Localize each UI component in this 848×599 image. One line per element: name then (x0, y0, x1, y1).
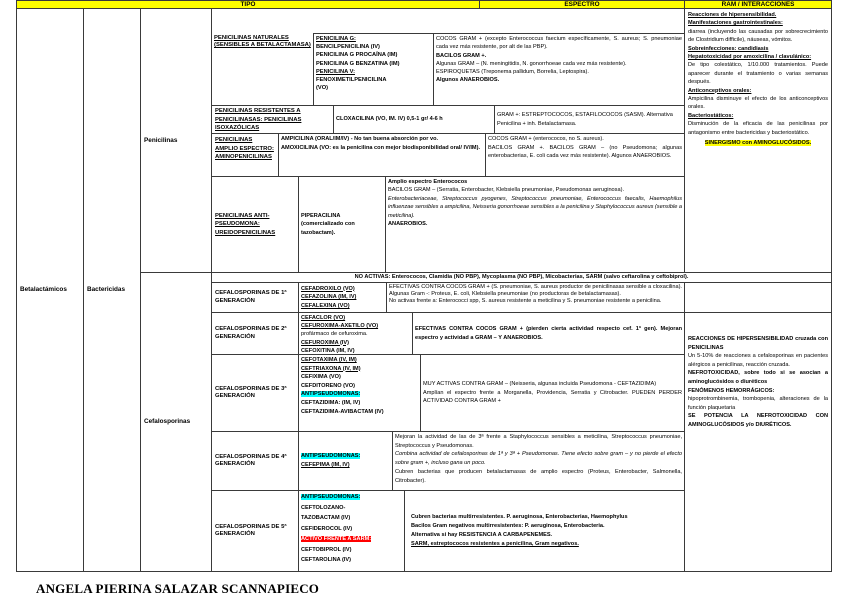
antipseudomonas-gen3-wrap (301, 390, 418, 399)
spec-nat-bacilos: BACILOS GRAM +. (436, 52, 487, 59)
cef-gen1-drug-list (301, 285, 356, 311)
pen-resistentes-spectrum (494, 105, 685, 134)
sarm-tag-wrap (301, 534, 402, 545)
cef-gen2-group (211, 312, 299, 355)
cef-gen5-spectrum (404, 490, 685, 572)
cef-gen2-drugs (298, 312, 413, 355)
drug-cloxacilina: CLOXACILINA (VO, IM. IV) 0,5-1 gr/ 4-6 h (336, 116, 443, 122)
drug-cefadroxilo: CEFADROXILO (VO) (301, 285, 355, 292)
antipseudomonas-gen5-wrap (301, 492, 402, 503)
ram-cef-hiper-title: REACCIONES DE HIPERSENSIBILIDAD cruzada con PENICILINAS (688, 336, 828, 351)
drug-cefuroxima: CEFUROXIMA (IV) (301, 339, 349, 346)
spec-amplio-cocos: COCOS GRAM + (enterococos, no S. aureus). (488, 136, 604, 142)
antipseudomonas-gen5-tag: ANTIPSEUDOMONAS: (301, 494, 361, 500)
cefalosporinas-label: Cefalosporinas (144, 418, 191, 426)
cef-gen4-group (211, 431, 299, 491)
drug-penicilina-v-route: (VO) (316, 85, 329, 92)
drug-cefalexina: CEFALEXINA (VO) (301, 302, 350, 309)
ram-cef-hiper-text: Un 5-10% de reacciones a cefalosporinas en pacientes alérgicos a penicilinas, reacción cruzada. (688, 353, 828, 368)
drug-ceftazidima: CEFTAZIDIMA: (IM, IV) (301, 399, 361, 406)
drug-ceftobiprol: CEFTOBIPROL (IV) (301, 546, 352, 553)
drug-tazobactam: TAZOBACTAM (IV) (301, 515, 351, 521)
ram-sinergismo: SINERGISMO con AMINOGLUCÓSIDOS. (704, 140, 812, 147)
spec-gen1-no-activas: No activas frente a: Enterococci spp, S. aureus resistente a meticilina y S. pneumoniae resistente a penicilina. (389, 298, 662, 305)
pen-amplio-drugs (278, 133, 486, 177)
pen-resistentes-group-label: PENICILINAS RESISTENTES A PENICILINASAS: PENICILINAS ISOXAZÓLICAS (215, 108, 302, 131)
drug-fenoximetilpenicilina: FENOXIMETILPENICILINA (316, 77, 387, 84)
pen-anti-spectrum (385, 176, 685, 273)
spec-nat-anaerobios: Algunos ANAEROBIOS. (436, 77, 500, 84)
pen-anti-group (211, 176, 299, 273)
pen-naturales-spectrum (433, 33, 685, 106)
spec-anti-bacilos: BACILOS GRAM – (Serratia, Enterobacter, Klebsiella pneumoniae, Pseudomonas aeruginosa). (388, 187, 624, 194)
cef-gen2-group-label: CEFALOSPORINAS DE 2ª GENERACIÓN (215, 326, 287, 340)
drug-ceftolozano: CEFTOLOZANO- (301, 504, 346, 511)
cef-gen4-group-label: CEFALOSPORINAS DE 4ª GENERACIÓN (215, 453, 287, 467)
spec-nat-gram-neg: Algunas GRAM – (N. meningitidis, N. gonorrhoeae cada vez más resistente). (436, 60, 627, 67)
pen-resistentes-group (211, 105, 334, 134)
bactericidas-label: Bactericidas (87, 286, 126, 294)
spec-gen5-cubren: Cubren bacterias multirresistentes. P. aeruginosa, Enterobacterias, Haemophylus (411, 514, 628, 521)
drug-amoxicilina: AMOXICILINA (VO: es la penicilina con mejor biodisponibilidad oral/ IV/IM). (281, 144, 481, 151)
cef-gen1-drugs (298, 282, 387, 313)
cef-gen3-drugs (298, 354, 421, 432)
spec-gen1-efectivas: EFECTIVAS CONTRA COCOS GRAM + (S. pneumoniae, S. aureus productor de penicilinasas sensible a cloxacilina). Algunas Gram -: Proteus, E. coli, Klebsiella pneumoniae (no productoras de betalactamasas). (389, 284, 682, 298)
spec-gen5-sarm: SARM, estreptococos resistentes a penicilina, Gram negativos. (411, 540, 579, 547)
cef-gen1-group-label: CEFALOSPORINAS DE 1ª GENERACIÓN (215, 290, 287, 304)
drug-cefotaxima: CEFOTAXIMA (IV, IM) (301, 357, 357, 363)
spec-gen4-mejoran: Mejoran la actividad de las de 3ª frente a Staphylococcus sensibles a meticilina, Streptococcus pneumoniae, Streptococcus y Pseudomonas. (395, 434, 682, 449)
ram-gi-title: Manifestaciones gastrointestinales: (688, 20, 783, 27)
ram-hepato-title: Hepatotoxicidad por amoxicilina / clavulánico: (688, 54, 812, 61)
drug-cefixima: CEFIXIMA (VO) (301, 374, 341, 381)
cef-gen3-group-label: CEFALOSPORINAS DE 3ª GENERACIÓN (215, 385, 287, 399)
drug-ceftriaxona: CEFTRIAXONA (IV, IM) (301, 365, 361, 372)
betalactamicos-label: Betalactámicos (20, 286, 67, 294)
drug-ceftazidima-avibactam: CEFTAZIDIMA-AVIBACTAM (IV) (301, 408, 384, 415)
drug-cefditoreno: CEFDITORENO (VO) (301, 382, 355, 389)
spec-gen4-cubren: Cubren bacterias que producen betalactamasas de amplio espectro (Proteus, Enterobacter, Salmonella, Citrobacter). (395, 468, 682, 484)
header-espectro (479, 0, 685, 9)
drug-penicilina-g-benzatina: PENICILINA G BENZATINA (IM) (316, 60, 400, 67)
spec-gen3-amplian: Amplían el espectro frente a Morganella, Providencia, Serratia y Citrobacter. PUEDEN PERDER ACTIVIDAD CONTRA GRAM + (423, 389, 682, 405)
cef-gen1-spectrum (386, 282, 685, 313)
pen-anti-group-label: PENICILINAS ANTI-PSEUDOMONA: UREIDOPENICILINAS (215, 212, 276, 236)
pen-amplio-spectrum (485, 133, 685, 177)
ram-cef-nefro: NEFROTOXICIDAD, sobre todo si se asocian a aminoglucósidos o diuréticos (688, 370, 828, 385)
cef-gen4-spectrum (392, 431, 685, 491)
ram-gi-text: diarrea (incluyendo las causadas por sobrecrecimiento de Clostridium difficile), náuseas, vómitos. (688, 28, 828, 44)
spec-nat-espiroquetas: ESPIROQUETAS (Treponema pallidum, Borrelia, Leptospira). (436, 69, 589, 76)
cef-gen3-group (211, 354, 299, 432)
header-tipo-label: TIPO (240, 1, 256, 8)
drug-penicilina-v: PENICILINA V: (316, 68, 355, 75)
cefalosporinas-cell (140, 272, 212, 572)
cef-gen5-spectrum-text (411, 513, 628, 548)
ram-anticonceptivos-title: Anticonceptivos orales: (688, 87, 752, 94)
spec-gen5-alternativa: Alternativa si hay RESISTENCIA A CARBAPENEMES. (411, 532, 553, 538)
ram-hipersensibilidad: Reacciones de hipersensibilidad. (688, 12, 777, 18)
drug-penicilina-g: PENICILINA G: (316, 36, 356, 42)
drug-bencilpenicilina: BENCILPENICILINA (IV) (316, 44, 380, 51)
cef-gen5-group (211, 490, 299, 572)
spec-amplio-bacilos: BACILOS GRAM +. BACILOS GRAM – (no Pseudomona; algunas enterobacterias, E. coli cada vez más resistente). Algunos ANAEROBIOS. (488, 144, 682, 160)
ram-cef-spacer (684, 282, 832, 313)
antipseudomonas-gen4-tag: ANTIPSEUDOMONAS: (301, 453, 361, 460)
drug-ampicilina: AMPICILINA (ORAL/IM/IV) - No tan buena absorción por vo. (281, 136, 439, 142)
spec-resistentes: GRAM +: ESTREPTOCOCOS, ESTAFILOCOCOS (SASM). Alternativa Penicilina + inh. Betalactamasa. (497, 112, 673, 127)
ram-bacteriostaticos-text: Disminución de la eficacia de las penicilinas por antagonismo entre bactericidas y bacteriostático. (688, 121, 828, 136)
cef-gen1-group (211, 282, 299, 313)
drug-cefiderocol: CEFIDEROCOL (IV) (301, 525, 353, 532)
spec-anti-anaerobios: ANAEROBIOS. (388, 221, 428, 228)
cef-gen2-spectrum (412, 312, 685, 355)
pen-naturales-group-label: PENICILINAS NATURALES (SENSIBLES A BETALACTAMASA) (214, 35, 311, 49)
drug-cefazolina: CEFAZOLINA (IM, IV) (301, 294, 357, 301)
ram-sinergismo-wrap (688, 139, 828, 147)
cef-gen3-spectrum (420, 354, 685, 432)
penicilinas-cell (140, 8, 212, 273)
ram-penicilinas (684, 8, 832, 273)
ram-hepato-text: De tipo colestático, 1/10.000 tratamientos. Puede aparecer durante el tratamiento o varias semanas después. (688, 62, 828, 86)
header-espectro-label: ESPECTRO (564, 1, 600, 8)
drug-penicilina-g-procaina: PENICILINA G PROCAÍNA (IM) (316, 52, 398, 59)
cef-gen5-drugs (298, 490, 405, 572)
pen-amplio-group-label: PENICILINAS AMPLIO ESPECTRO: AMINOPENICILINAS (215, 137, 274, 160)
drug-cefuroxima-note: profármaco de cefuroxima. (301, 331, 368, 338)
pen-resistentes-drugs (333, 105, 495, 134)
ram-anticonceptivos-text: Ampicilina disminuye el efecto de los anticonceptivos orales. (688, 96, 828, 111)
ram-bacteriostaticos-title: Bacteriostáticos: (688, 112, 734, 119)
antipseudomonas-gen3-tag: ANTIPSEUDOMONAS: (301, 391, 361, 398)
pen-naturales-group (211, 33, 314, 105)
pen-amplio-group (211, 133, 279, 177)
bactericidas-cell (83, 8, 141, 572)
spec-anti-amplio: Amplio espectro Enterococos (388, 179, 468, 185)
cef-gen4-drugs (298, 431, 393, 491)
spec-gen5-bacilos: Bacilos Gram negativos multirresistentes: P. aeruginosa, Enterobacteria. (411, 523, 605, 530)
spec-gen2: EFECTIVAS CONTRA COCOS GRAM + (pierden cierta actividad respecto cef. 1ª gen). Mejoran espectro y actividad a GRAM – Y ANAEROBIOS. (415, 325, 682, 341)
ram-cef-hemo-text: hipoprotrombinemia, trombopenia, alteraciones de la función plaquetaria (688, 396, 828, 411)
ram-cefalosporinas (684, 312, 832, 572)
drug-cefaclor: CEFACLOR (VO) (301, 315, 346, 321)
no-activas-text: NO ACTIVAS: Enterococos, Clamidia (NO PBP), Mycoplasma (NO PBP), Micobacterias, SARM (salvo ceftarolina y ceftobiprol). (354, 274, 689, 280)
pen-naturales-drugs (313, 33, 434, 106)
cef-gen4-drug-list (301, 452, 360, 469)
spec-nat-cocos: COCOS GRAM + (excepto Enterococcus faecium específicamente, S. aureus; S. pneumoniae cada vez más resistente, por alt de las PBP). (436, 36, 682, 51)
header-ram-label: RAM / INTERACCIONES (721, 1, 795, 8)
cef-gen3-spectrum-text (423, 380, 682, 406)
drug-ceftarolina: CEFTAROLINA (IV) (301, 557, 352, 563)
drug-piperacilina: PIPERACILINA (comercializado con tazobactam). (301, 212, 355, 236)
activo-sarm-tag: ACTIVO FRENTE A SARM: (301, 536, 372, 542)
drug-cefoxitina: CEFOXITINA (IM, IV) (301, 347, 355, 354)
spec-gen3-muy-activas: MUY ACTIVAS CONTRA GRAM – (Neisseria, algunas incluida Pseudomona - CEFTAZIDIMA) (423, 381, 657, 388)
spec-anti-enterobacteriaceae: Enterobacteriaceae, Streptococcus pyogenes, Streptococcus pneumoniae, Enterococcus faecalis, Haemophilus influenzae sensibles a ampicilina, Neisseria gonorrhoeae sensibles a la penicilina y Staphylococcus aureus (sensible a meticilina). (388, 195, 682, 219)
ram-cef-hemo-title: FENÓMENOS HEMORRÁGICOS: (688, 387, 775, 394)
penicilinas-label: Penicilinas (144, 136, 178, 144)
ram-sobreinfecciones: Sobreinfecciones: candidiasis (688, 45, 769, 52)
betalactamicos-cell (16, 8, 84, 572)
drug-cefepima: CEFEPIMA (IM, IV) (301, 462, 350, 468)
author-name: ANGELA PIERINA SALAZAR SCANNAPIECO (36, 581, 320, 596)
drug-cefuroxima-axetilo: CEFUROXIMA-AXETILO (VO) (301, 323, 379, 330)
pen-anti-drugs (298, 176, 386, 273)
ram-cef-potencia: SE POTENCIA LA NEFROTOXICIDAD CON AMINOGLUCÓSIDOS y/o DIURÉTICOS. (688, 413, 828, 428)
cef-gen5-group-label: CEFALOSPORINAS DE 5ª GENERACIÓN (215, 523, 287, 537)
spec-gen4-combina: Combina actividad de cefalosporinas de 1ª y 3ª + Pseudomonas. Tiene efecto sobre gram – y no pierde el efecto sobre gram +, incluso gana un poco. (395, 451, 682, 467)
antipseudomonas-gen4-wrap (301, 452, 360, 461)
